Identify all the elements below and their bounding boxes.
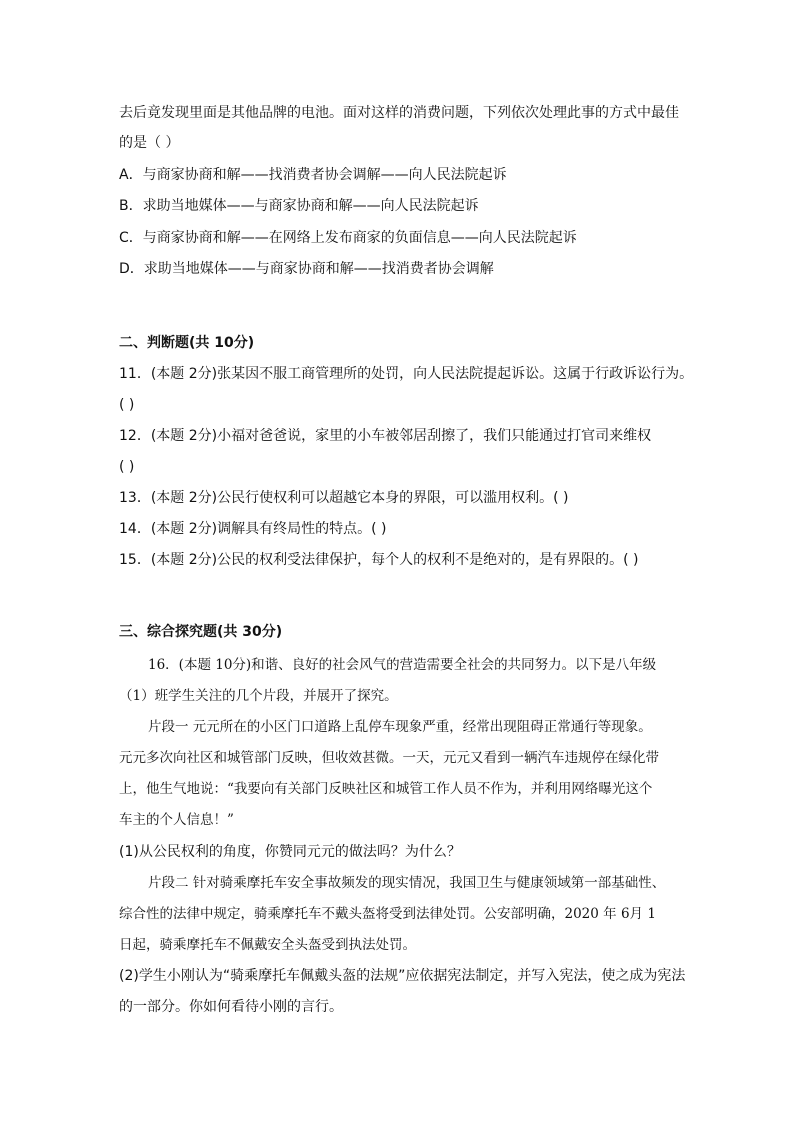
section-2-heading: 二、判断题(共 10分)	[119, 335, 255, 351]
fragment-1-line4: 车主的个人信息！”	[119, 812, 234, 828]
question-16-line1: 16．(本题 10分)和谐、良好的社会风气的营造需要全社会的共同努力。以下是八年级	[148, 657, 657, 673]
question-11-answer-blank: ( )	[119, 397, 135, 413]
question-14: 14．(本题 2分)调解具有终局性的特点。( )	[119, 521, 387, 537]
option-c: C．与商家协商和解——在网络上发布商家的负面信息——向人民法院起诉	[119, 230, 577, 246]
fragment-1-line3: 上，他生气地说：“我要向有关部门反映社区和城管工作人员不作为，并利用网络曝光这个	[119, 781, 653, 797]
question-11-line1: 11．(本题 2分)张某因不服工商管理所的处罚，向人民法院提起诉讼。这属于行政诉讼行为。	[119, 366, 694, 382]
question-15: 15．(本题 2分)公民的权利受法律保护，每个人的权利不是绝对的，是有界限的。( )	[119, 552, 639, 568]
fragment-1-line1: 片段一 元元所在的小区门口道路上乱停车现象严重，经常出现阻碍正常通行等现象。	[148, 719, 652, 735]
question-13: 13．(本题 2分)公民行使权利可以超越它本身的界限，可以滥用权利。( )	[119, 490, 569, 506]
sub-question-2-line2: 的一部分。你如何看待小刚的言行。	[119, 999, 343, 1015]
sub-question-2-line1: (2)学生小刚认为“骑乘摩托车佩戴头盔的法规”应依据宪法制定，并写入宪法，使之成为宪法	[119, 968, 686, 984]
question-10-stem-line1: 去后竟发现里面是其他品牌的电池。面对这样的消费问题，下列依次处理此事的方式中最佳	[119, 105, 679, 121]
option-a: A．与商家协商和解——找消费者协会调解——向人民法院起诉	[119, 167, 507, 183]
sub-question-1: (1)从公民权利的角度，你赞同元元的做法吗？为什么？	[119, 844, 461, 860]
option-b: B．求助当地媒体——与商家协商和解——向人民法院起诉	[119, 198, 479, 214]
fragment-1-line2: 元元多次向社区和城管部门反映，但收效甚微。一天，元元又看到一辆汽车违规停在绿化带	[119, 750, 659, 766]
fragment-2-line2: 综合性的法律中规定，骑乘摩托车不戴头盔将受到法律处罚。公安部明确，2020 年 6月 1	[119, 906, 656, 922]
question-12-answer-blank: ( )	[119, 459, 135, 475]
option-d: D．求助当地媒体——与商家协商和解——找消费者协会调解	[119, 261, 494, 277]
question-10-stem-line2: 的是（ ）	[119, 135, 180, 151]
section-3-heading: 三、综合探究题(共 30分)	[119, 624, 283, 640]
question-12-line1: 12．(本题 2分)小福对爸爸说，家里的小车被邻居刮擦了，我们只能通过打官司来维权	[119, 428, 652, 444]
fragment-2-line3: 日起，骑乘摩托车不佩戴安全头盔受到执法处罚。	[119, 937, 416, 953]
fragment-2-line1: 片段二 针对骑乘摩托车安全事故频发的现实情况，我国卫生与健康领域第一部基础性、	[148, 875, 666, 891]
question-16-line2: （1）班学生关注的几个片段，并展开了探究。	[119, 688, 398, 704]
